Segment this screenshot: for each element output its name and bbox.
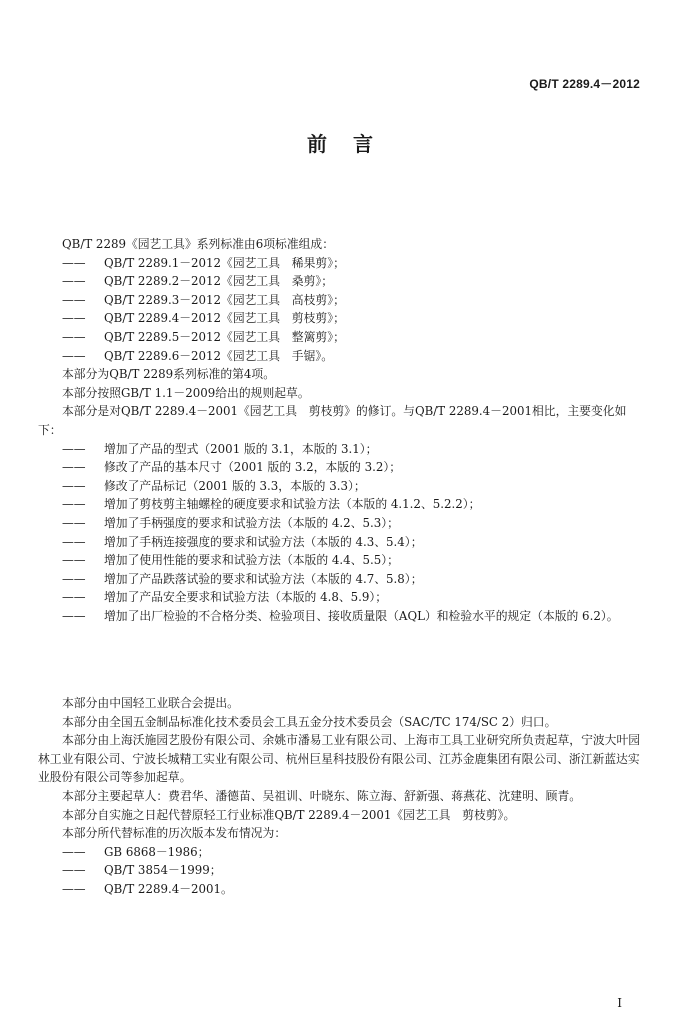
part-item: —— QB/T 2289.6－2012《园艺工具 手锯》。 [62, 348, 334, 363]
standard-code: QB/T 2289.4－2012 [529, 77, 640, 91]
part-item: —— QB/T 2289.5－2012《园艺工具 整篱剪》； [62, 329, 345, 344]
section-drafting-info [38, 694, 642, 899]
revision-paragraph: 本部分是对QB/T 2289.4－2001《园艺工具 剪枝剪》的修订。与QB/T 2289.4－2001相比，主要变化如下： [38, 404, 627, 437]
intro-paragraph: QB/T 2289《园艺工具》系列标准由6项标准组成： [62, 237, 335, 251]
change-item: —— 增加了剪枝剪主轴螺栓的硬度要求和试验方法（本版的 4.1.2、5.2.2）； [62, 497, 481, 512]
part-item: —— QB/T 2289.2－2012《园艺工具 桑剪》； [62, 274, 334, 289]
change-item: —— 修改了产品标记（2001 版的 3.3，本版的 3.3）； [62, 478, 366, 493]
change-item: —— 增加了出厂检验的不合格分类、检验项目、接收质量限（AQL）和检验水平的规定（本版的 6.2）。 [62, 608, 619, 623]
change-item: —— 增加了产品安全要求和试验方法（本版的 4.8、5.9）； [62, 590, 388, 605]
part-item: —— QB/T 2289.1－2012《园艺工具 稀果剪》； [62, 255, 345, 270]
part-item: —— QB/T 2289.4－2012《园艺工具 剪枝剪》； [62, 311, 345, 326]
change-item: —— 增加了产品跌落试验的要求和试验方法（本版的 4.7、5.8）； [62, 571, 423, 586]
history-item: —— QB/T 3854－1999； [62, 863, 222, 878]
part-item: —— QB/T 2289.3－2012《园艺工具 高枝剪》； [62, 292, 345, 307]
history-item: —— GB 6868－1986； [62, 844, 210, 859]
change-item: —— 增加了手柄强度的要求和试验方法（本版的 4.2、5.3）； [62, 515, 399, 530]
change-item: —— 增加了产品的型式（2001 版的 3.1，本版的 3.1）； [62, 441, 378, 456]
drafting-rule-paragraph: 本部分按照GB/T 1.1－2009给出的规则起草。 [62, 385, 310, 400]
part-number-paragraph: 本部分为QB/T 2289系列标准的第4项。 [62, 367, 276, 382]
replaces-paragraph: 本部分自实施之日起代替原轻工行业标准QB/T 2289.4－2001《园艺工具 剪枝剪》。 [62, 807, 516, 822]
history-intro-paragraph: 本部分所代替标准的历次版本发布情况为： [62, 826, 287, 841]
change-item: —— 增加了手柄连接强度的要求和试验方法（本版的 4.3、5.4）； [62, 534, 423, 549]
managed-by-paragraph: 本部分由全国五金制品标准化技术委员会工具五金分技术委员会（SAC/TC 174/SC 2）归口。 [62, 714, 557, 729]
section-standard-series [38, 235, 642, 625]
change-item: —— 增加了使用性能的要求和试验方法（本版的 4.4、5.5）； [62, 553, 399, 568]
proposed-by-paragraph: 本部分由中国轻工业联合会提出。 [62, 696, 239, 710]
change-item: —— 修改了产品的基本尺寸（2001 版的 3.2，本版的 3.2）； [62, 460, 402, 475]
drafters-paragraph: 本部分主要起草人：费君华、潘德苗、吴祖训、叶晓东、陈立海、舒新强、蒋燕花、沈建明、顾青。 [62, 788, 582, 803]
history-item: —— QB/T 2289.4－2001。 [62, 881, 233, 896]
page-title: 前言 [307, 132, 399, 156]
drafting-orgs-paragraph: 本部分由上海沃施园艺股份有限公司、余姚市潘易工业有限公司、上海市工具工业研究所负责起草，宁波大叶园林工业有限公司、宁波长城精工实业有限公司、杭州巨星科技股份有限公司、江苏金鹿集团有限公司、浙江新蓝达实业股份有限公司等参加起草。 [38, 733, 641, 785]
page-number: I [617, 996, 622, 1010]
